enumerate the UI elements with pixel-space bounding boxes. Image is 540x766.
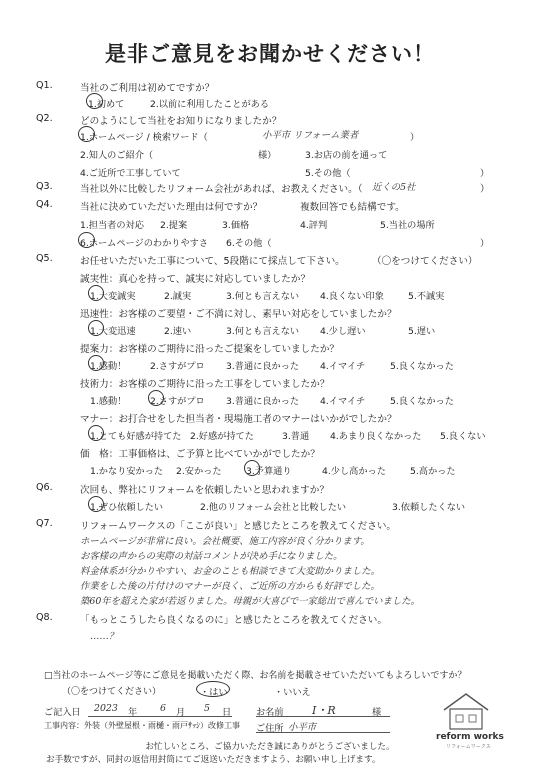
date-month[interactable]: 6 (160, 703, 166, 714)
year-unit: 年 (128, 707, 138, 718)
name-label: お名前 (256, 707, 284, 718)
q4-option-3[interactable]: 3.価格 (222, 220, 250, 231)
q6-option-1[interactable]: 1.ぜひ依頼したい (90, 502, 164, 513)
work-label: 工事内容：外装（外壁屋根・雨樋・雨戸ｻｯｼ）改修工事 (44, 721, 240, 730)
rating-sincerity-option-3[interactable]: 3.何とも言えない (226, 291, 300, 302)
rating-speed-option-1[interactable]: 1.大変迅速 (90, 326, 136, 337)
q2-number: Q2. (36, 113, 53, 124)
rating-speed-label: 迅速性：お客様のご要望・ご不満に対し、素早い対応をしていましたか？ (80, 309, 397, 320)
q4-option-other[interactable]: 6.その他（ (226, 238, 272, 249)
permission-note: （〇をつけてください） (62, 687, 162, 697)
footer-return-note: お手数ですが、同封の返信用封筒にてご返送いただきますよう、お願い申し上げます。 (46, 755, 381, 765)
answer-circle (244, 460, 260, 476)
q4-option-4[interactable]: 4.評判 (300, 220, 328, 231)
rating-price-option-4[interactable]: 4.少し高かった (322, 466, 386, 477)
q4-text: 当社に決めていただいた理由は何ですか？ (80, 202, 263, 213)
q6-text: 次回も、弊社にリフォームを依頼したいと思われますか？ (80, 485, 329, 496)
date-day[interactable]: 5 (204, 703, 210, 714)
rating-price-option-5[interactable]: 5.高かった (410, 466, 456, 477)
q8-text: 「もっとこうしたら良くなるのに」と感じたところを教えてください。 (80, 615, 387, 626)
q2-option-3[interactable]: 3.お店の前を通って (305, 150, 388, 161)
rating-sincerity-option-1[interactable]: 1.大変誠実 (90, 291, 136, 302)
q3-handwritten-answer: 近くの5社 (372, 182, 416, 193)
rating-skill-label: 技術力：お客様のご期待に沿った工事をしていましたか？ (80, 379, 330, 390)
q2-option-2-close: 様） (258, 150, 277, 161)
rating-proposal-option-5[interactable]: 5.良くなかった (390, 361, 454, 372)
rating-price-option-2[interactable]: 2.安かった (176, 466, 222, 477)
rating-proposal-option-3[interactable]: 3.普通に良かった (226, 361, 300, 372)
q1-number: Q1. (36, 80, 53, 91)
answer-circle (88, 320, 104, 336)
rating-speed-option-2[interactable]: 2.速い (164, 326, 192, 337)
rating-sincerity-label: 誠実性：真心を持って、誠実に対応していましたか？ (80, 274, 311, 285)
q5-number: Q5. (36, 253, 53, 264)
q4-note: 複数回答でも結構です。 (300, 202, 405, 213)
q7-answer-line-3: 料金体系が分かりやすい、お金のことも相談できて大変助かりました。 (80, 566, 381, 577)
month-unit: 月 (176, 707, 186, 718)
logo-name: reform works (436, 732, 504, 742)
date-year[interactable]: 2023 (94, 703, 118, 714)
rating-manners-option-5[interactable]: 5.良くない (440, 431, 486, 442)
q4-option-6[interactable]: 6.ホームページのわかりやすさ (80, 238, 209, 249)
answer-circle (148, 390, 164, 406)
q5-note: （〇をつけてください） (372, 256, 478, 267)
rating-manners-option-2[interactable]: 2.好感が持てた (190, 431, 254, 442)
q2-option-4[interactable]: 4.ご近所で工事していて (80, 168, 181, 179)
q2-option-1-close: ） (410, 132, 420, 143)
q3-text: 当社以外に比較したリフォーム会社があれば、お教えください。（ (80, 184, 363, 195)
address-underline (256, 732, 390, 733)
rating-skill-option-5[interactable]: 5.良くなかった (390, 396, 454, 407)
rating-sincerity-option-5[interactable]: 5.不誠実 (408, 291, 445, 302)
answer-circle (88, 496, 104, 512)
answer-circle (88, 425, 104, 441)
q5-text: お任せいただいた工事について、5段階にて採点して下さい。 (80, 256, 345, 267)
q3-number: Q3. (36, 181, 53, 192)
q7-number: Q7. (36, 518, 53, 529)
q2-option-1[interactable]: 1.ホームページ / 検索ワード（ (80, 132, 208, 143)
permission-question: □当社のホームページ等にご意見を掲載いただく際、お名前を掲載させていただいてもよろしいですか？ (44, 671, 467, 681)
q1-option-2[interactable]: 2.以前に利用したことがある (150, 99, 270, 110)
q2-option-5[interactable]: 5.その他（ (305, 168, 351, 179)
q1-text: 当社のご利用は初めてですか？ (80, 83, 215, 94)
q8-answer: ……？ (90, 631, 119, 642)
q4-option-5[interactable]: 5.当社の場所 (380, 220, 435, 231)
q2-option-5-close: ） (480, 168, 490, 179)
permission-yes[interactable]: ・はい (200, 687, 228, 698)
date-underline (88, 716, 232, 717)
answer-circle (86, 93, 103, 109)
rating-speed-option-3[interactable]: 3.何とも言えない (226, 326, 300, 337)
q6-option-3[interactable]: 3.依頼したくない (392, 502, 466, 513)
answer-circle (88, 285, 104, 301)
q4-option-1[interactable]: 1.担当者の対応 (80, 220, 144, 231)
q2-text: どのようにして当社をお知りになりましたか？ (80, 116, 282, 127)
rating-price-label: 価 格：工事価格は、ご予算と比べていかがでしたか？ (80, 449, 320, 460)
q2-option-2[interactable]: 2.知人のご紹介（ (80, 150, 154, 161)
rating-manners-option-3[interactable]: 3.普通 (282, 431, 310, 442)
q1-option-1[interactable]: 1.初めて (88, 99, 125, 110)
page-title: 是非ご意見をお聞かせください！ (105, 42, 435, 66)
name-suffix: 様 (372, 707, 382, 718)
footer-thanks: お忙しいところ、ご協力いただき誠にありがとうございました。 (145, 742, 395, 752)
answer-circle (78, 232, 95, 248)
rating-manners-option-4[interactable]: 4.あまり良くなかった (330, 431, 422, 442)
answer-circle (78, 126, 95, 142)
rating-proposal-option-1[interactable]: 1.感動！ (90, 361, 127, 372)
q7-answer-line-5: 築60年を超えた家が若返りました。母親が大喜びで一家総出で喜んでいました。 (80, 596, 421, 607)
address-label: ご住所 (256, 723, 284, 734)
date-label: ご記入日 (44, 707, 81, 718)
q4-number: Q4. (36, 199, 53, 210)
rating-speed-option-5[interactable]: 5.遅い (408, 326, 436, 337)
q7-answer-line-1: ホームページが非常に良い。会社概要、施工内容が良く分かります。 (80, 536, 370, 547)
rating-manners-label: マナー：お打合せをした担当者・現場施工者のマナーはいかがでしたか？ (80, 414, 397, 425)
q6-option-2[interactable]: 2.他のリフォーム会社と比較したい (200, 502, 347, 513)
permission-no[interactable]: ・いいえ (274, 687, 311, 698)
answer-circle (196, 681, 230, 697)
q4-option-2[interactable]: 2.提案 (160, 220, 188, 231)
rating-sincerity-option-2[interactable]: 2.誠実 (164, 291, 192, 302)
rating-skill-option-1[interactable]: 1.感動！ (90, 396, 127, 407)
q7-text: リフォームワークスの「ここが良い」と感じたところを教えてください。 (80, 521, 397, 532)
name-underline (256, 716, 390, 717)
q2-handwritten-answer: 小平市 リフォーム業者 (262, 130, 359, 141)
name-value[interactable]: I・R (312, 704, 336, 717)
logo-tagline: リフォームワークス (446, 744, 491, 750)
q8-number: Q8. (36, 612, 53, 623)
day-unit: 日 (222, 707, 232, 718)
rating-skill-option-4[interactable]: 4.イマイチ (320, 396, 366, 407)
rating-price-option-1[interactable]: 1.かなり安かった (90, 466, 164, 477)
q6-number: Q6. (36, 482, 53, 493)
house-logo-icon (438, 690, 494, 730)
rating-skill-option-3[interactable]: 3.普通に良かった (226, 396, 300, 407)
rating-proposal-option-2[interactable]: 2.さすがプロ (150, 361, 205, 372)
rating-price-option-3[interactable]: 3.予算通り (246, 466, 292, 477)
address-value[interactable]: 小平市 (288, 722, 317, 733)
rating-proposal-option-4[interactable]: 4.イマイチ (320, 361, 366, 372)
q3-close: ） (480, 184, 490, 195)
rating-proposal-label: 提案力：お客様のご期待に沿ったご提案をしていましたか？ (80, 344, 340, 355)
rating-speed-option-4[interactable]: 4.少し遅い (320, 326, 366, 337)
rating-sincerity-option-4[interactable]: 4.良くない印象 (320, 291, 384, 302)
rating-manners-option-1[interactable]: 1.とても好感が持てた (90, 431, 182, 442)
rating-skill-option-2[interactable]: 2.さすがプロ (150, 396, 205, 407)
q7-answer-line-4: 作業をした後の片付けのマナーが良く、ご近所の方からも好評でした。 (80, 581, 380, 592)
answer-circle (88, 355, 104, 371)
q4-option-other-close: ） (480, 238, 490, 249)
q7-answer-line-2: お客様の声からの実際の対話コメントが決め手になりました。 (80, 551, 343, 562)
